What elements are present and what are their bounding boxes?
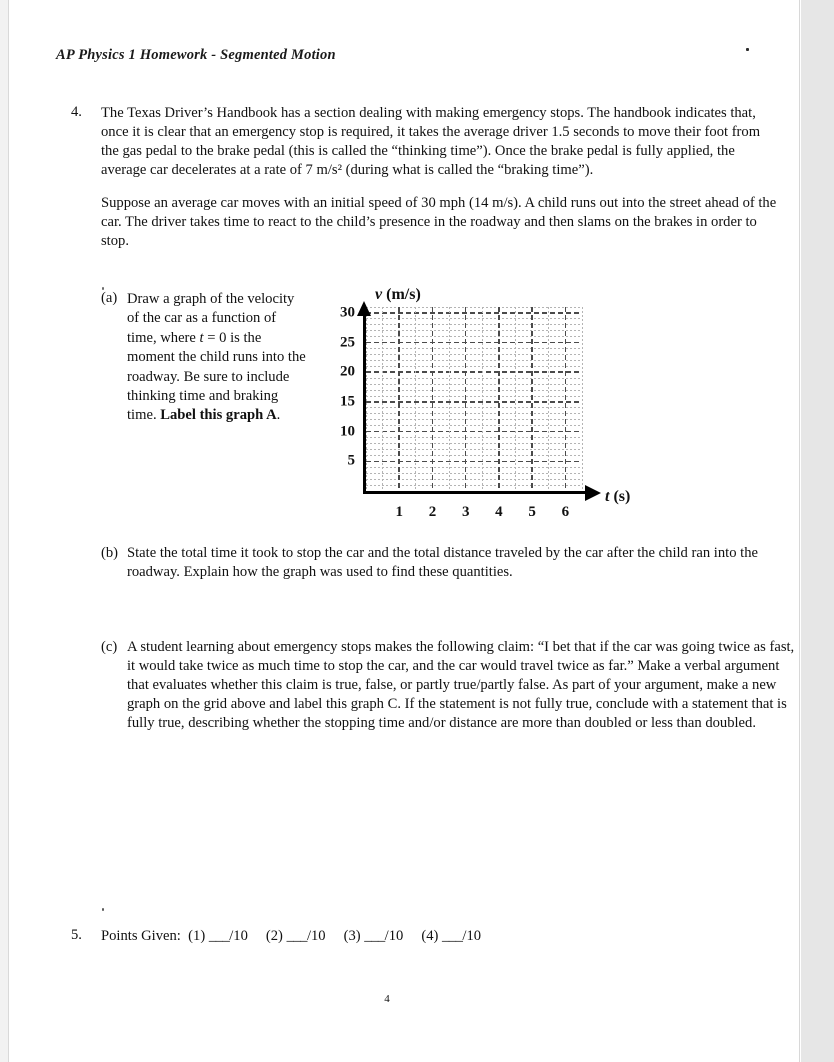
graph-x-tick-label: 4 — [495, 504, 503, 520]
grid-minor-vline — [482, 307, 483, 491]
problem-4-part-b — [101, 544, 801, 582]
problem-4-paragraph-1: The Texas Driver’s Handbook has a section dealing with making emergency stops. The handbook indicates that, once it is clear that an emergency stop is required, it takes the average driver 1.5 seconds to move their foot from the gas pedal to the brake pedal (this is called the “thinking time”). Once the brake pedal is fully applied, the average car decelerates at a rate of 7 m/s² (during what is called the “braking time”). — [101, 105, 761, 178]
graph-y-tick-label: 20 — [340, 363, 355, 380]
graph-x-tick-label: 1 — [395, 504, 403, 520]
grid-major-vline — [498, 307, 500, 491]
grid-minor-vline — [382, 307, 383, 491]
graph-y-axis-unit: (m/s) — [382, 286, 421, 303]
graph-y-axis-symbol: v — [375, 286, 383, 303]
points-given-items — [188, 928, 499, 944]
grid-minor-vline — [548, 307, 549, 491]
graph-x-axis-arrow-icon — [585, 485, 601, 501]
points-given-item[interactable] — [344, 928, 404, 944]
points-item-blank[interactable]: ___ — [364, 928, 385, 944]
points-item-blank[interactable]: ___ — [442, 928, 463, 944]
graph-y-axis-title — [375, 286, 421, 304]
points-item-out-of: /10 — [306, 928, 326, 944]
points-given-label: Points Given: — [101, 928, 181, 944]
part-a-text-2: = 0 is the moment the child runs into the roadway. Be sure to include thinking time and braking time. — [127, 329, 306, 424]
points-item-blank[interactable]: ___ — [286, 928, 307, 944]
graph-x-tick-label: 3 — [461, 504, 470, 520]
grid-major-vline — [531, 307, 533, 491]
part-c-text: A student learning about emergency stops makes the following claim: “I bet that if the car was going twice as fast, it would take twice as much time to stop the car, and the car would travel twice as far.” Make a verbal argument that evaluates whether this claim is true, false, or partly true/partly false. As part of your argument, make a new graph on the grid above and label this graph C. If the statement is not fully true, conclude with a statement that is fully true, describing whether the stopping time and/or distance are more than doubled or less than doubled. — [127, 639, 795, 731]
part-b-text: State the total time it took to stop the car and the total distance traveled by the car after the child ran into the roadway. Explain how the graph was used to find these quantities. — [127, 545, 758, 580]
graph-y-tick-label: 30 — [340, 304, 355, 321]
part-a-label-instruction: Label this graph A — [160, 407, 277, 424]
grid-major-vline — [465, 307, 467, 491]
grid-minor-vline — [449, 307, 450, 491]
points-item-out-of: /10 — [384, 928, 404, 944]
grid-minor-vline — [582, 307, 583, 491]
graph-y-tick-label: 25 — [340, 334, 355, 351]
scan-speck-icon — [746, 48, 749, 51]
scan-speck-icon — [102, 908, 104, 911]
grid-major-vline — [432, 307, 434, 491]
problem-4-part-a — [101, 286, 801, 530]
graph-y-tick-label: 5 — [347, 452, 355, 469]
points-item-out-of: /10 — [462, 928, 482, 944]
graph-grid — [366, 307, 582, 491]
graph-x-tick-label: 2 — [428, 504, 437, 520]
graph-y-axis — [363, 310, 366, 494]
document-header: AP Physics 1 Homework - Segmented Motion — [56, 47, 336, 63]
problem-4-part-c — [101, 638, 801, 733]
graph-x-tick-label: 6 — [561, 504, 570, 520]
graph-x-axis-unit: (s) — [609, 488, 631, 505]
points-item-label: (3) — [343, 928, 365, 944]
part-c-label: (c) — [101, 639, 118, 655]
grid-major-vline — [398, 307, 400, 491]
grid-minor-vline — [415, 307, 416, 491]
points-item-out-of: /10 — [229, 928, 248, 944]
graph-y-axis-arrow-icon — [357, 301, 371, 316]
page-left-edge-shade — [0, 0, 8, 1062]
graph-y-tick-label: 10 — [340, 423, 355, 440]
problem-4-paragraph-2: Suppose an average car moves with an initial speed of 30 mph (14 m/s). A child runs out into the street ahead of the car. The driver takes time to react to the child’s presence in the roadway and then slams on the brakes in order to stop. — [101, 194, 777, 249]
page-number: 4 — [384, 993, 390, 1005]
problem-5-body — [101, 927, 499, 946]
grid-minor-vline — [515, 307, 516, 491]
part-a-symbol-t: t — [199, 329, 204, 346]
problem-5 — [71, 927, 671, 946]
part-a-text-end: . — [276, 407, 281, 424]
points-given-item[interactable] — [421, 928, 481, 944]
problem-4 — [71, 104, 777, 251]
part-a-text — [127, 290, 309, 426]
graph-y-tick-label: 15 — [340, 393, 355, 410]
graph-x-axis-title — [605, 488, 630, 506]
grid-major-vline — [565, 307, 567, 491]
points-item-blank[interactable]: ___ — [208, 928, 230, 944]
problem-4-body — [101, 104, 777, 251]
graph-x-axis — [363, 491, 590, 494]
graph-x-axis-symbol: t — [605, 488, 610, 505]
page-right-margin-strip — [801, 0, 834, 1062]
part-a-label: (a) — [101, 290, 118, 306]
points-item-label: (4) — [421, 928, 442, 944]
problem-5-number: 5. — [71, 927, 82, 943]
document-sheet — [8, 0, 800, 1062]
velocity-time-graph[interactable] — [327, 286, 657, 530]
points-given-item[interactable] — [188, 928, 248, 944]
points-given-item[interactable] — [266, 928, 326, 944]
part-b-label: (b) — [101, 545, 119, 561]
graph-x-tick-label: 5 — [528, 504, 536, 520]
points-item-label: (1) — [188, 928, 209, 944]
problem-4-number: 4. — [71, 104, 82, 120]
points-item-label: (2) — [265, 928, 287, 944]
part-a-text-1: Draw a graph of the velocity of the car as a function of time, where — [127, 291, 295, 346]
